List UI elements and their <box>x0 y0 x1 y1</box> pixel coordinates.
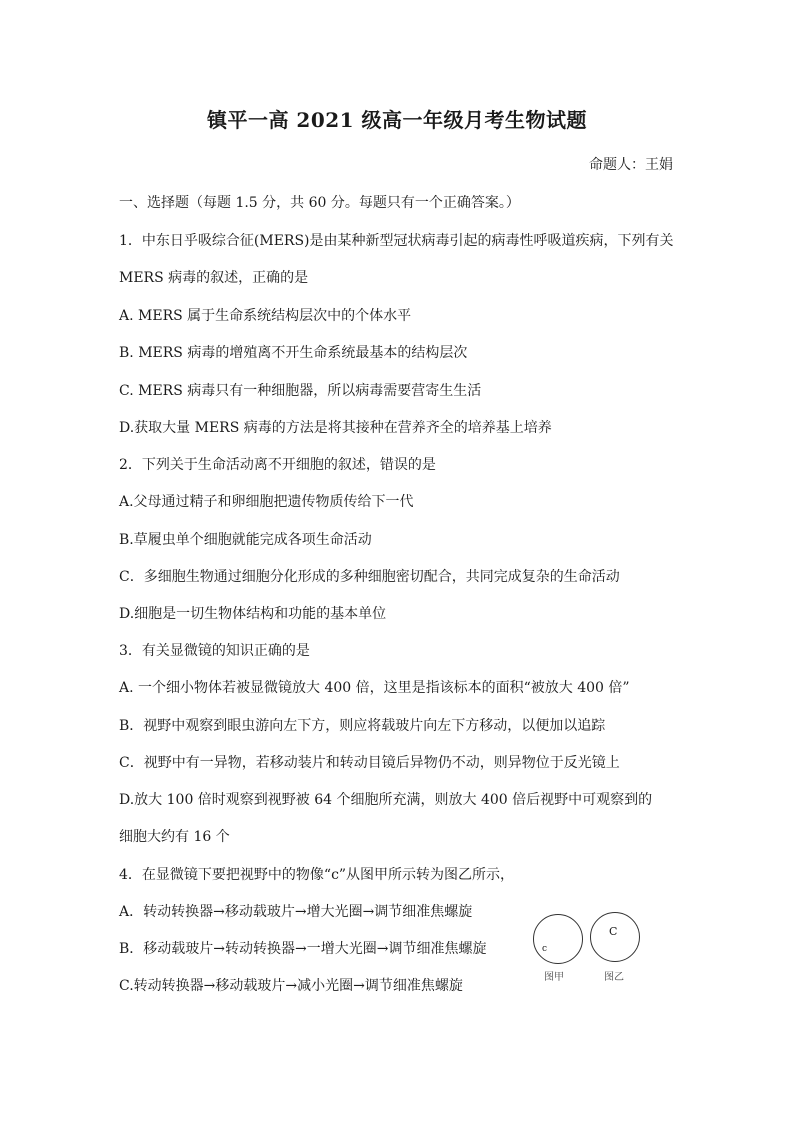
question-3-option-a: A. 一个细小物体若被显微镜放大 400 倍，这里是指该标本的面积“被放大 400 倍” <box>119 680 630 696</box>
question-2-option-d: D.细胞是一切生物体结构和功能的基本单位 <box>119 606 387 622</box>
question-1-stem-line-2: MERS 病毒的叙述，正确的是 <box>119 270 309 286</box>
section-heading: 一、选择题（每题 1.5 分，共 60 分。每题只有一个正确答案。） <box>119 195 520 211</box>
question-4-option-c: C.转动转换器→移动载玻片→减小光圈→调节细准焦螺旋 <box>119 978 463 994</box>
question-1-option-b: B. MERS 病毒的增殖离不开生命系统最基本的结构层次 <box>119 345 468 361</box>
question-3-option-d-line-1: D.放大 100 倍时观察到视野被 64 个细胞所充满，则放大 400 倍后视野中可观察到的 <box>119 792 653 808</box>
page-title: 镇平一高 2021 级高一年级月考生物试题 <box>206 108 588 132</box>
figure-yi-label: 图乙 <box>604 972 624 983</box>
question-2-stem: 2．下列关于生命活动离不开细胞的叙述，错误的是 <box>119 457 436 473</box>
question-3-option-c: C．视野中有一异物，若移动装片和转动目镜后异物仍不动，则异物位于反光镜上 <box>119 755 620 771</box>
question-2-option-c: C．多细胞生物通过细胞分化形成的多种细胞密切配合，共同完成复杂的生命活动 <box>119 569 620 585</box>
microscope-figure <box>527 910 647 990</box>
question-4-option-a: A．转动转换器→移动载玻片→增大光圈→调节细准焦螺旋 <box>119 904 473 920</box>
question-1-option-c: C. MERS 病毒只有一种细胞器，所以病毒需要营寄生生活 <box>119 383 482 399</box>
figure-jia-letter: c <box>542 944 548 954</box>
question-2-option-a: A.父母通过精子和卵细胞把遗传物质传给下一代 <box>119 494 414 510</box>
question-3-stem: 3．有关显微镜的知识正确的是 <box>119 643 310 659</box>
figure-yi-circle <box>590 912 640 962</box>
question-1-option-a: A. MERS 属于生命系统结构层次中的个体水平 <box>119 308 412 324</box>
question-4-option-b: B．移动载玻片→转动转换器→一增大光圈→调节细准焦螺旋 <box>119 941 487 957</box>
question-1-option-d: D.获取大量 MERS 病毒的方法是将其接种在营养齐全的培养基上培养 <box>119 420 552 436</box>
question-3-option-d-line-2: 细胞大约有 16 个 <box>119 829 230 845</box>
question-1-stem-line-1: 1．中东日乎吸综合征(MERS)是由某种新型冠状病毒引起的病毒性呼吸道疾病，下列有关 <box>119 233 674 249</box>
question-4-stem: 4．在显微镜下要把视野中的物像“c”从图甲所示转为图乙所示， <box>119 867 515 883</box>
question-3-option-b: B．视野中观察到眼虫游向左下方，则应将载玻片向左下方移动，以便加以追踪 <box>119 718 606 734</box>
figure-jia-label: 图甲 <box>544 972 564 983</box>
author-line: 命题人：王娟 <box>589 157 673 173</box>
figure-jia-circle <box>533 914 583 964</box>
figure-yi-letter: C <box>609 925 618 938</box>
question-2-option-b: B.草履虫单个细胞就能完成各项生命活动 <box>119 532 372 548</box>
